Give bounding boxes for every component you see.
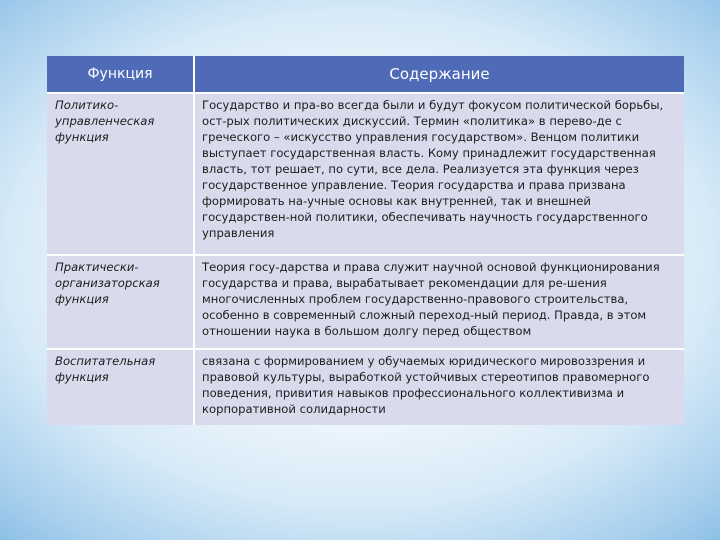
function-content-cell: Теория госу-дарства и права служит научной основой функционирования государства и права, вырабатывает рекомендации для ре-шения многочисленных проблем государственно-правового строительства, особенно в современный сложный переход-ный период. Правда, в этом отношении наука в большом долгу перед обществом [194, 255, 684, 349]
table-row [47, 255, 684, 349]
header-row [47, 56, 684, 93]
header-content: Содержание [194, 56, 684, 93]
function-content-cell: связана с формированием у обучаемых юридического мировоззрения и правовой культуры, выработкой устойчивых стереотипов правомерного поведения, привития навыков профессионального коллективизма и корпоративной солидарности [194, 349, 684, 425]
table-row [47, 349, 684, 425]
function-name-cell: Воспитательная функция [47, 349, 194, 425]
functions-table [47, 56, 684, 425]
table-row [47, 93, 684, 255]
function-name-cell: Практически-организаторская функция [47, 255, 194, 349]
function-name-cell: Политико-управленческая функция [47, 93, 194, 255]
function-content-cell: Государство и пра-во всегда были и будут фокусом политической борьбы, ост-рых политических дискуссий. Термин «политика» в перево-де с греческого – «искусство управления государством». Венцом политики выступает государственная власть. Кому принадлежит государственная власть, тот решает, по сути, все дела. Реализуется эта функция через государственное управление. Теория государства и права призвана формировать на-учные основы как внутренней, так и внешней государствен-ной политики, обеспечивать научность государственного управления [194, 93, 684, 255]
header-function: Функция [47, 56, 194, 93]
